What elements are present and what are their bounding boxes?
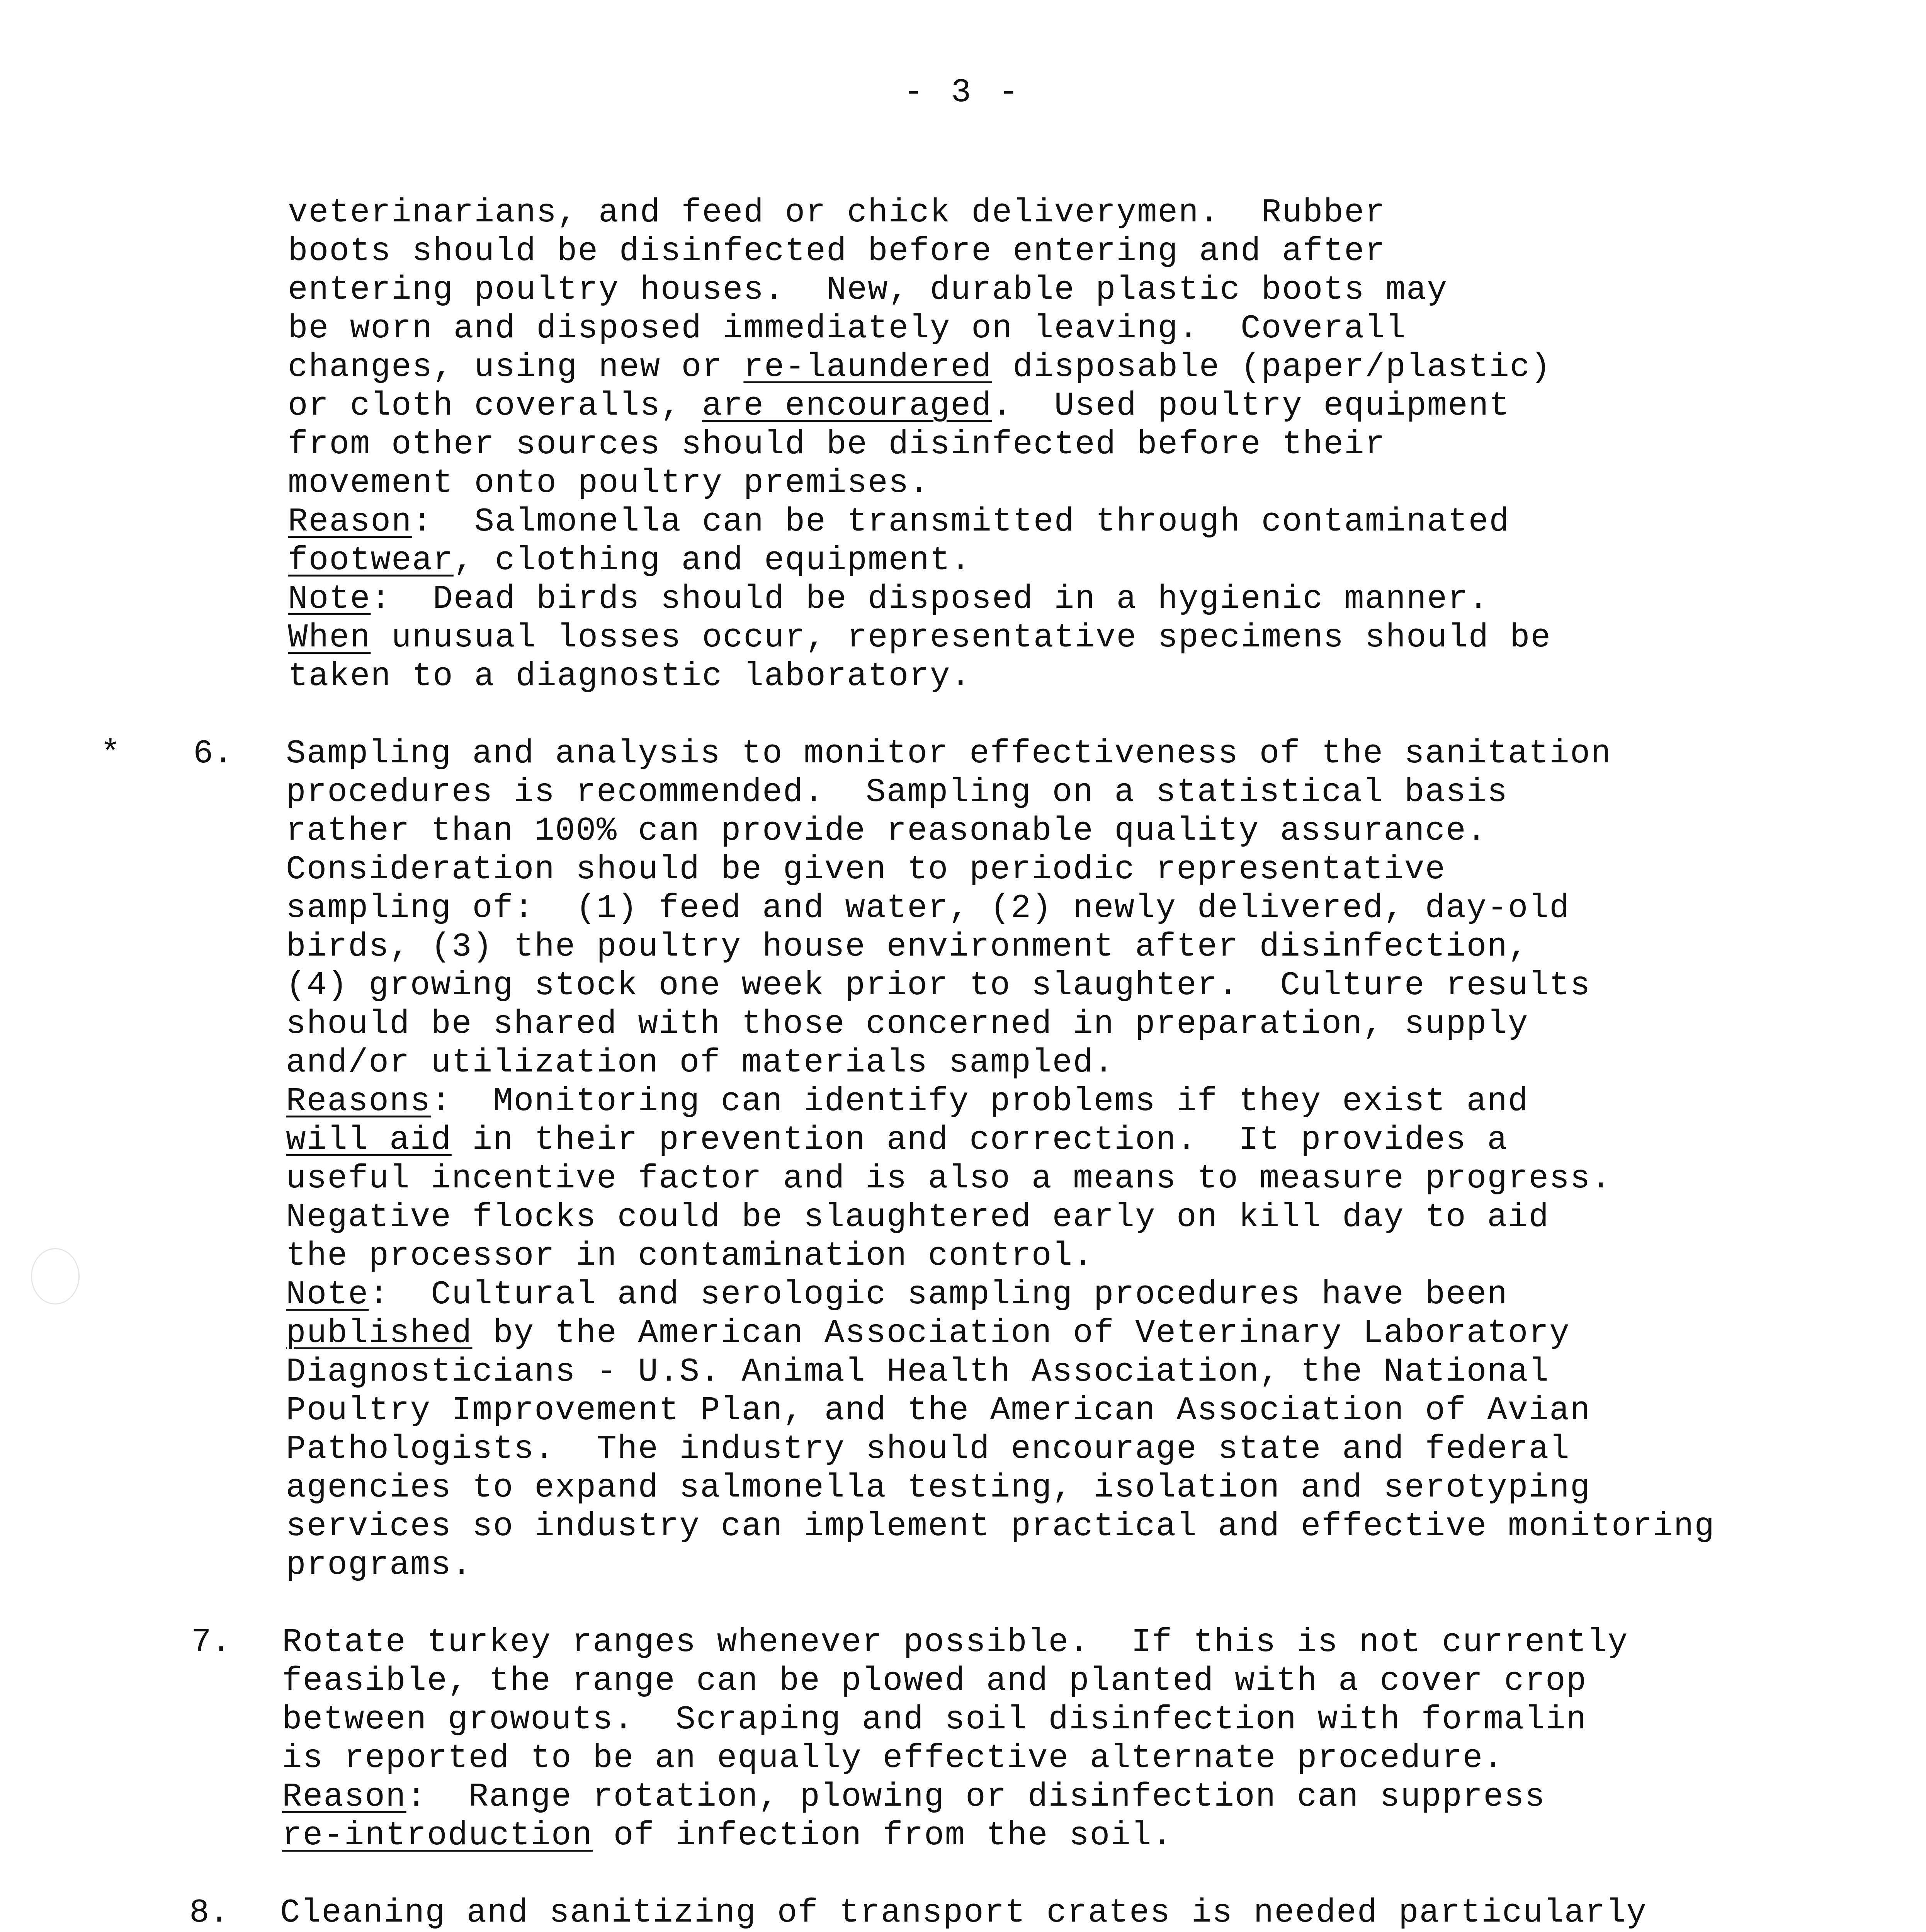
intro-paragraph [288,193,1551,696]
note-line: Pathologists. The industry should encourage state and federal [286,1430,1570,1468]
note-line: services so industry can implement practical and effective monitoring [286,1507,1715,1545]
intro-line: veterinarians, and feed or chick deliverymen. Rubber [288,194,1386,231]
item-6-line: birds, (3) the poultry house environment after disinfection, [286,928,1529,966]
punch-hole-mark [31,1248,80,1304]
intro-line: . Used poultry equipment [992,387,1510,425]
reason-text-underlined: re-introduction [282,1816,593,1854]
reasons-line: the processor in contamination control. [286,1237,1094,1275]
asterisk-marker: * [100,735,121,772]
reason-text: of infection from the soil. [593,1816,1173,1854]
item-6-line: Consideration should be given to periodic representative [286,850,1446,888]
item-6-paragraph [286,734,1715,1584]
reason-label: Reason [288,503,412,541]
intro-line: entering poultry houses. New, durable plastic boots may [288,271,1448,309]
reasons-line: useful incentive factor and is also a means to measure progress. [286,1160,1612,1197]
item-7-line: between growouts. Scraping and soil disinfection with formalin [282,1701,1587,1738]
reason-text: : Range rotation, plowing or disinfection can suppress [406,1778,1546,1816]
item-6-line: Sampling and analysis to monitor effectiveness of the sanitation [286,735,1612,772]
reasons-text: in their prevention and correction. It provides a [451,1121,1508,1159]
note-text: by the American Association of Veterinary Laboratory [472,1314,1570,1352]
note-text: taken to a diagnostic laboratory. [288,657,972,695]
item-7-line: feasible, the range can be plowed and planted with a cover crop [282,1662,1587,1700]
reason-text: : Salmonella can be transmitted through contaminated [412,503,1510,541]
note-line: agencies to expand salmonella testing, isolation and serotyping [286,1469,1591,1507]
note-text: : Dead birds should be disposed in a hygienic manner. [371,580,1489,618]
intro-underlined-text: are encouraged [702,387,992,425]
reasons-label: Reasons [286,1082,431,1120]
item-6-line: procedures is recommended. Sampling on a statistical basis [286,773,1508,811]
item-number-7: 7. [191,1623,231,1661]
item-number-6: 6. [193,735,233,772]
page-number: - 3 - [903,73,1023,111]
note-line: programs. [286,1546,473,1584]
intro-line: or cloth coveralls, [288,387,702,425]
intro-line: be worn and disposed immediately on leaving. Coverall [288,310,1406,347]
note-text-underlined: When [288,619,371,656]
reasons-text: : Monitoring can identify problems if they exist and [431,1082,1529,1120]
item-6-line: rather than 100% can provide reasonable quality assurance. [286,812,1487,850]
item-7-line: is reported to be an equally effective alternate procedure. [282,1739,1504,1777]
item-8-line: Cleaning and sanitizing of transport crates is needed particularly [280,1894,1647,1932]
intro-line: from other sources should be disinfected before their [288,425,1386,463]
note-text: unusual losses occur, representative specimens should be [371,619,1552,656]
reasons-line: Negative flocks could be slaughtered early on kill day to aid [286,1198,1550,1236]
intro-line: disposable (paper/plastic) [992,348,1552,386]
item-8-paragraph [280,1893,1668,1932]
item-number-8: 8. [189,1894,229,1932]
intro-line: changes, using new or [288,348,744,386]
item-6-line: (4) growing stock one week prior to slaughter. Culture results [286,966,1591,1004]
note-line: Poultry Improvement Plan, and the American Association of Avian [286,1391,1591,1429]
note-text-underlined: published [286,1314,473,1352]
note-label: Note [286,1276,369,1313]
intro-line: movement onto poultry premises. [288,464,930,502]
note-line: Diagnosticians - U.S. Animal Health Association, the National [286,1353,1550,1391]
item-7-paragraph [282,1623,1629,1855]
note-label: Note [288,580,371,618]
item-6-line: sampling of: (1) feed and water, (2) newly delivered, day-old [286,889,1570,927]
item-6-line: and/or utilization of materials sampled. [286,1044,1115,1082]
reasons-text-underlined: will aid [286,1121,452,1159]
intro-underlined-text: re-laundered [743,348,992,386]
item-6-line: should be shared with those concerned in preparation, supply [286,1005,1529,1043]
item-7-line: Rotate turkey ranges whenever possible. If this is not currently [282,1623,1629,1661]
intro-line: boots should be disinfected before entering and after [288,232,1386,270]
note-text: : Cultural and serologic sampling procedures have been [369,1276,1508,1313]
reason-text: , clothing and equipment. [453,541,972,579]
reason-label: Reason [282,1778,406,1816]
reason-text-underlined: footwear [288,541,454,579]
